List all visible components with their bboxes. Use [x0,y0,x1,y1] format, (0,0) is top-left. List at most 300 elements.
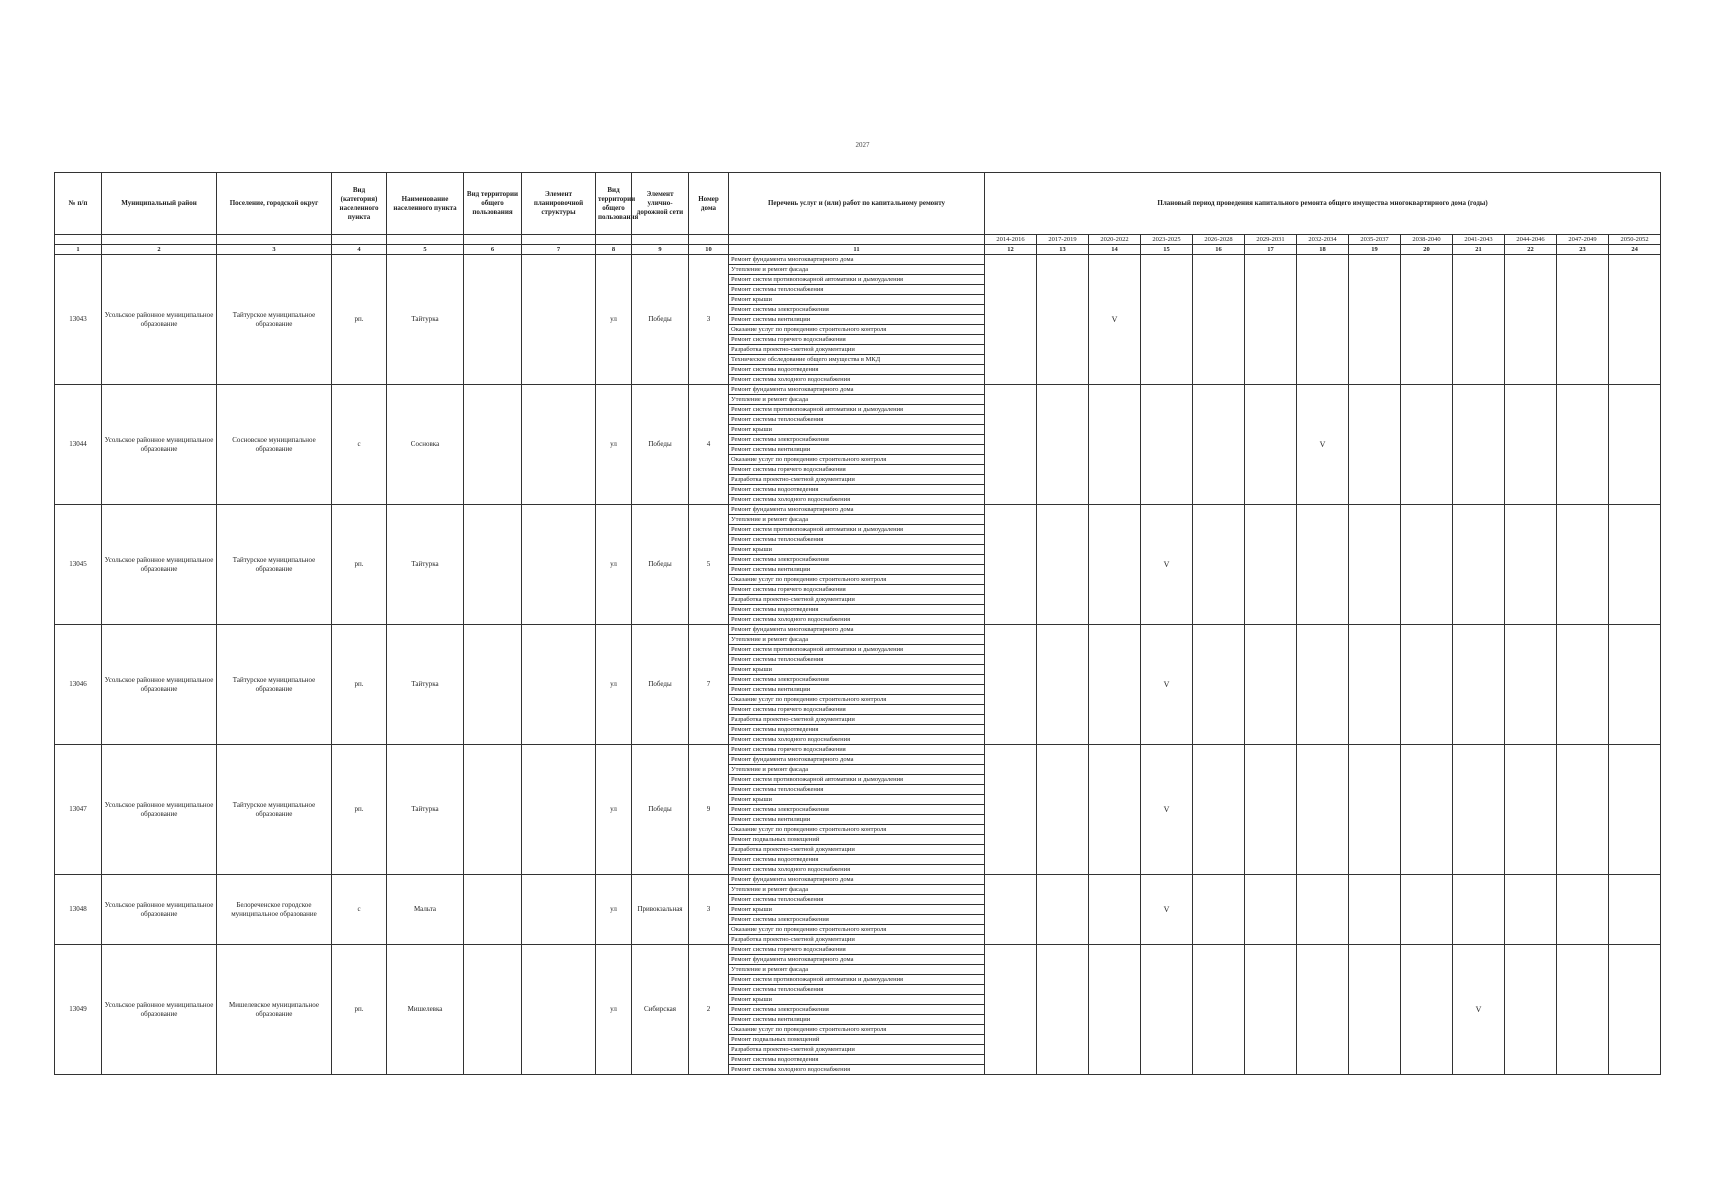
column-number: 18 [1297,245,1349,255]
service-item: Ремонт системы холодного водоснабжения [731,1066,851,1073]
service-item: Ремонт системы электроснабжения [729,305,984,315]
period-mark: V [1297,385,1349,505]
settlement-cell: Мишелевское муниципальное образование [217,945,332,1075]
period-cell [1401,745,1453,875]
service-item: Оказание услуг по проведению строительного контроля [729,455,984,465]
street-type-cell: ул [596,505,632,625]
street-cell: Победы [632,505,689,625]
service-item: Утепление и ремонт фасада [729,515,984,525]
period-cell [1557,385,1609,505]
service-item: Оказание услуг по проведению строительного контроля [729,925,984,935]
service-item: Ремонт фундамента многоквартирного дома [729,955,984,965]
district-cell: Усольское районное муниципальное образование [102,875,217,945]
period-cell [1089,875,1141,945]
column-number: 19 [1349,245,1401,255]
column-number: 2 [102,245,217,255]
service-item: Ремонт системы электроснабжения [729,675,984,685]
district-cell: Усольское районное муниципальное образование [102,625,217,745]
service-item: Ремонт системы холодного водоснабжения [731,376,851,383]
column-number: 7 [522,245,596,255]
header-col-6: Вид территории общего пользования [464,173,522,235]
service-item: Ремонт систем противопожарной автоматики и дымоудаления [729,645,984,655]
column-number: 20 [1401,245,1453,255]
planning-element-cell [522,505,596,625]
period-cell [1349,945,1401,1075]
service-item: Ремонт систем противопожарной автоматики и дымоудаления [729,525,984,535]
period-cell [1609,745,1661,875]
period-cell [1401,625,1453,745]
period-cell [1453,505,1505,625]
service-item: Разработка проектно-сметной документации [729,845,984,855]
column-number: 5 [387,245,464,255]
column-number: 4 [332,245,387,255]
street-cell: Сибирская [632,945,689,1075]
header-col-9: Элемент улично-дорожной сети [632,173,689,235]
house-number-cell: 3 [689,255,729,385]
service-item: Ремонт системы водоотведения [729,605,984,615]
period-cell [1401,255,1453,385]
period-cell [1401,385,1453,505]
service-item: Оказание услуг по проведению строительного контроля [729,825,984,835]
settlement-cell: Белореченское городское муниципальное образование [217,875,332,945]
service-item: Ремонт фундамента многоквартирного дома [729,625,984,635]
capital-repair-table [54,172,1661,1075]
period-cell [1141,945,1193,1075]
period-cell [1297,875,1349,945]
service-item: Разработка проектно-сметной документации [729,715,984,725]
locality-kind-cell: рп. [332,625,387,745]
period-cell [1453,625,1505,745]
service-item: Ремонт системы теплоснабжения [729,285,984,295]
services-cell [729,745,985,875]
period-cell [985,875,1037,945]
column-number: 6 [464,245,522,255]
locality-cell: Тайтурка [387,745,464,875]
services-cell [729,625,985,745]
service-item: Ремонт крыши [729,795,984,805]
street-type-cell: ул [596,625,632,745]
service-item: Ремонт системы теплоснабжения [729,985,984,995]
period-cell [985,625,1037,745]
record-number: 13045 [55,505,102,625]
service-item: Утепление и ремонт фасада [729,635,984,645]
column-number: 8 [596,245,632,255]
territory-type-cell [464,385,522,505]
period-header: 2026-2028 [1193,235,1245,245]
service-item: Ремонт крыши [729,545,984,555]
period-cell [1193,505,1245,625]
period-cell [1245,385,1297,505]
service-item: Ремонт крыши [729,995,984,1005]
service-item: Ремонт систем противопожарной автоматики и дымоудаления [729,975,984,985]
street-cell: Победы [632,385,689,505]
locality-kind-cell: с [332,875,387,945]
period-cell [1557,255,1609,385]
period-cell [1141,385,1193,505]
period-cell [1037,385,1089,505]
period-cell [1401,875,1453,945]
service-item: Ремонт крыши [729,905,984,915]
service-item: Ремонт системы вентиляции [729,565,984,575]
planning-element-cell [522,875,596,945]
service-item: Ремонт системы вентиляции [729,685,984,695]
house-number-cell: 5 [689,505,729,625]
period-cell [1453,875,1505,945]
period-cell [1037,625,1089,745]
locality-kind-cell: рп. [332,505,387,625]
period-header: 2047-2049 [1557,235,1609,245]
period-cell [1193,875,1245,945]
header-col-2: Муниципальный район [102,173,217,235]
district-cell: Усольское районное муниципальное образование [102,255,217,385]
period-cell [1349,875,1401,945]
header-col-1: № п/п [55,173,102,235]
period-header: 2050-2052 [1609,235,1661,245]
planning-element-cell [522,625,596,745]
period-cell [1245,945,1297,1075]
period-cell [1557,945,1609,1075]
service-item: Ремонт системы теплоснабжения [729,785,984,795]
locality-kind-cell: с [332,385,387,505]
service-item: Ремонт системы вентиляции [729,315,984,325]
service-item: Ремонт системы теплоснабжения [729,535,984,545]
period-cell [1609,505,1661,625]
street-type-cell: ул [596,875,632,945]
service-item: Ремонт подвальных помещений [729,1035,984,1045]
territory-type-cell [464,255,522,385]
period-cell [1089,945,1141,1075]
service-item: Ремонт фундамента многоквартирного дома [729,385,984,395]
column-number: 16 [1193,245,1245,255]
service-item: Ремонт системы вентиляции [729,815,984,825]
house-number-cell: 4 [689,385,729,505]
service-item: Ремонт системы вентиляции [729,445,984,455]
period-cell [1609,385,1661,505]
settlement-cell: Тайтурское муниципальное образование [217,745,332,875]
services-cell [729,255,985,385]
period-cell [985,385,1037,505]
planning-element-cell [522,945,596,1075]
period-cell [1557,505,1609,625]
settlement-cell: Тайтурское муниципальное образование [217,625,332,745]
house-number-cell: 2 [689,945,729,1075]
service-item: Утепление и ремонт фасада [729,395,984,405]
service-item: Техническое обследование общего имущества в МКД [729,355,984,365]
column-number: 15 [1141,245,1193,255]
street-cell: Победы [632,255,689,385]
street-type-cell: ул [596,945,632,1075]
column-number: 22 [1505,245,1557,255]
service-item: Ремонт системы горячего водоснабжения [729,745,984,755]
planning-element-cell [522,255,596,385]
period-cell [1557,875,1609,945]
period-header: 2023-2025 [1141,235,1193,245]
period-cell [1297,625,1349,745]
period-cell [1037,875,1089,945]
services-cell [729,875,985,945]
record-number: 13043 [55,255,102,385]
service-item: Ремонт системы теплоснабжения [729,655,984,665]
service-item: Ремонт системы электроснабжения [729,805,984,815]
service-item: Ремонт системы электроснабжения [729,555,984,565]
table-row [55,385,1661,505]
column-number: 23 [1557,245,1609,255]
period-cell [1505,505,1557,625]
period-cell [985,745,1037,875]
period-cell [1349,625,1401,745]
column-number: 14 [1089,245,1141,255]
period-cell [1245,505,1297,625]
period-cell [1193,385,1245,505]
column-number: 12 [985,245,1037,255]
period-cell [1401,505,1453,625]
street-cell: Привокзальная [632,875,689,945]
period-cell [1245,625,1297,745]
table-row [55,745,1661,875]
service-item: Ремонт крыши [729,425,984,435]
header-col-7: Элемент планировочной структуры [522,173,596,235]
period-cell [1245,745,1297,875]
column-number: 9 [632,245,689,255]
period-cell [1505,625,1557,745]
locality-cell: Сосновка [387,385,464,505]
locality-cell: Тайтурка [387,255,464,385]
period-cell [1037,505,1089,625]
service-item: Оказание услуг по проведению строительного контроля [729,695,984,705]
service-item: Разработка проектно-сметной документации [729,475,984,485]
service-item: Разработка проектно-сметной документации [729,345,984,355]
territory-type-cell [464,945,522,1075]
locality-kind-cell: рп. [332,945,387,1075]
service-item: Утепление и ремонт фасада [729,965,984,975]
service-item: Ремонт системы водоотведения [729,365,984,375]
page-number: 2027 [855,141,870,149]
column-number: 17 [1245,245,1297,255]
street-type-cell: ул [596,745,632,875]
service-item: Ремонт фундамента многоквартирного дома [729,505,984,515]
service-item: Ремонт системы электроснабжения [729,435,984,445]
header-col-4: Вид (категория) населенного пункта [332,173,387,235]
service-item: Ремонт системы вентиляции [729,1015,984,1025]
period-cell [1193,745,1245,875]
period-header: 2020-2022 [1089,235,1141,245]
service-item: Ремонт системы водоотведения [729,1055,984,1065]
period-cell [1609,625,1661,745]
settlement-cell: Тайтурское муниципальное образование [217,255,332,385]
period-cell [1245,255,1297,385]
period-mark: V [1141,875,1193,945]
record-number: 13047 [55,745,102,875]
street-type-cell: ул [596,255,632,385]
period-cell [1193,945,1245,1075]
period-mark: V [1141,745,1193,875]
column-number: 11 [729,245,985,255]
column-number: 13 [1037,245,1089,255]
period-cell [1037,945,1089,1075]
period-cell [1453,255,1505,385]
column-number: 3 [217,245,332,255]
column-number: 24 [1609,245,1661,255]
period-cell [1505,255,1557,385]
period-header: 2014-2016 [985,235,1037,245]
period-cell [1453,745,1505,875]
table-row [55,505,1661,625]
record-number: 13044 [55,385,102,505]
house-number-cell: 7 [689,625,729,745]
settlement-cell: Сосновское муниципальное образование [217,385,332,505]
period-cell [1505,945,1557,1075]
table-row [55,625,1661,745]
table-row [55,875,1661,945]
services-cell [729,945,985,1075]
period-cell [985,505,1037,625]
period-mark: V [1453,945,1505,1075]
period-cell [1089,505,1141,625]
period-cell [1349,385,1401,505]
service-item: Ремонт систем противопожарной автоматики и дымоудаления [729,405,984,415]
record-number: 13049 [55,945,102,1075]
service-item: Разработка проектно-сметной документации [729,595,984,605]
period-header: 2035-2037 [1349,235,1401,245]
service-item: Оказание услуг по проведению строительного контроля [729,325,984,335]
street-cell: Победы [632,745,689,875]
service-item: Ремонт системы водоотведения [729,485,984,495]
period-cell [1609,875,1661,945]
period-cell [1401,945,1453,1075]
column-number: 10 [689,245,729,255]
locality-cell: Тайтурка [387,505,464,625]
period-cell [1089,745,1141,875]
locality-kind-cell: рп. [332,255,387,385]
service-item: Ремонт подвальных помещений [729,835,984,845]
period-cell [1297,505,1349,625]
district-cell: Усольское районное муниципальное образование [102,945,217,1075]
service-item: Ремонт системы электроснабжения [729,1005,984,1015]
period-cell [1557,745,1609,875]
period-cell [1505,745,1557,875]
period-header: 2041-2043 [1453,235,1505,245]
period-cell [1453,385,1505,505]
house-number-cell: 3 [689,875,729,945]
period-cell [1037,745,1089,875]
service-item: Ремонт системы водоотведения [729,725,984,735]
services-cell [729,505,985,625]
street-type-cell: ул [596,385,632,505]
service-item: Разработка проектно-сметной документации [731,936,855,943]
territory-type-cell [464,505,522,625]
period-cell [1089,625,1141,745]
period-cell [1349,745,1401,875]
service-item: Ремонт системы теплоснабжения [729,415,984,425]
record-number: 13048 [55,875,102,945]
period-mark: V [1089,255,1141,385]
header-col-8: Вид территории общего пользования [596,173,632,235]
header-col-5: Наименование населенного пункта [387,173,464,235]
district-cell: Усольское районное муниципальное образование [102,505,217,625]
street-cell: Победы [632,625,689,745]
period-cell [1193,255,1245,385]
period-mark: V [1141,505,1193,625]
period-cell [1037,255,1089,385]
period-header: 2044-2046 [1505,235,1557,245]
service-item: Ремонт систем противопожарной автоматики и дымоудаления [729,775,984,785]
period-cell [1349,255,1401,385]
period-cell [1609,255,1661,385]
service-item: Ремонт системы горячего водоснабжения [729,465,984,475]
territory-type-cell [464,745,522,875]
period-header: 2032-2034 [1297,235,1349,245]
column-number: 21 [1453,245,1505,255]
service-item: Ремонт системы холодного водоснабжения [731,496,851,503]
service-item: Ремонт системы водоотведения [729,855,984,865]
period-cell [1297,745,1349,875]
table-row [55,255,1661,385]
period-cell [1505,385,1557,505]
service-item: Ремонт системы холодного водоснабжения [731,616,851,623]
header-col-10: Номер дома [689,173,729,235]
service-item: Ремонт фундамента многоквартирного дома [729,255,984,265]
service-item: Ремонт крыши [729,295,984,305]
service-item: Утепление и ремонт фасада [729,765,984,775]
service-item: Оказание услуг по проведению строительного контроля [729,575,984,585]
service-item: Ремонт системы теплоснабжения [729,895,984,905]
planning-element-cell [522,385,596,505]
header-col-3: Поселение, городской округ [217,173,332,235]
period-cell [1505,875,1557,945]
header-col-11: Перечень услуг и (или) работ по капитальному ремонту [729,173,985,235]
settlement-cell: Тайтурское муниципальное образование [217,505,332,625]
period-cell [1089,385,1141,505]
service-item: Ремонт фундамента многоквартирного дома [729,755,984,765]
period-cell [1193,625,1245,745]
service-item: Ремонт системы холодного водоснабжения [731,736,851,743]
service-item: Ремонт систем противопожарной автоматики и дымоудаления [729,275,984,285]
record-number: 13046 [55,625,102,745]
service-item: Оказание услуг по проведению строительного контроля [729,1025,984,1035]
services-cell [729,385,985,505]
period-cell [1297,255,1349,385]
period-cell [1609,945,1661,1075]
service-item: Ремонт системы горячего водоснабжения [729,705,984,715]
period-cell [1245,875,1297,945]
service-item: Ремонт системы горячего водоснабжения [729,585,984,595]
table-row [55,945,1661,1075]
district-cell: Усольское районное муниципальное образование [102,745,217,875]
district-cell: Усольское районное муниципальное образование [102,385,217,505]
service-item: Ремонт фундамента многоквартирного дома [729,875,984,885]
service-item: Ремонт системы горячего водоснабжения [729,945,984,955]
period-cell [1557,625,1609,745]
service-item: Разработка проектно-сметной документации [729,1045,984,1055]
service-item: Ремонт системы холодного водоснабжения [731,866,851,873]
territory-type-cell [464,875,522,945]
header-period-title: Плановый период проведения капитального ремонта общего имущества многоквартирного дома (годы) [985,173,1661,235]
service-item: Утепление и ремонт фасада [729,265,984,275]
period-mark: V [1141,625,1193,745]
service-item: Ремонт системы электроснабжения [729,915,984,925]
house-number-cell: 9 [689,745,729,875]
column-number: 1 [55,245,102,255]
planning-element-cell [522,745,596,875]
locality-cell: Мишелевка [387,945,464,1075]
period-cell [1141,255,1193,385]
locality-cell: Тайтурка [387,625,464,745]
period-cell [1349,505,1401,625]
service-item: Ремонт крыши [729,665,984,675]
service-item: Утепление и ремонт фасада [729,885,984,895]
period-header: 2017-2019 [1037,235,1089,245]
service-item: Ремонт системы горячего водоснабжения [729,335,984,345]
